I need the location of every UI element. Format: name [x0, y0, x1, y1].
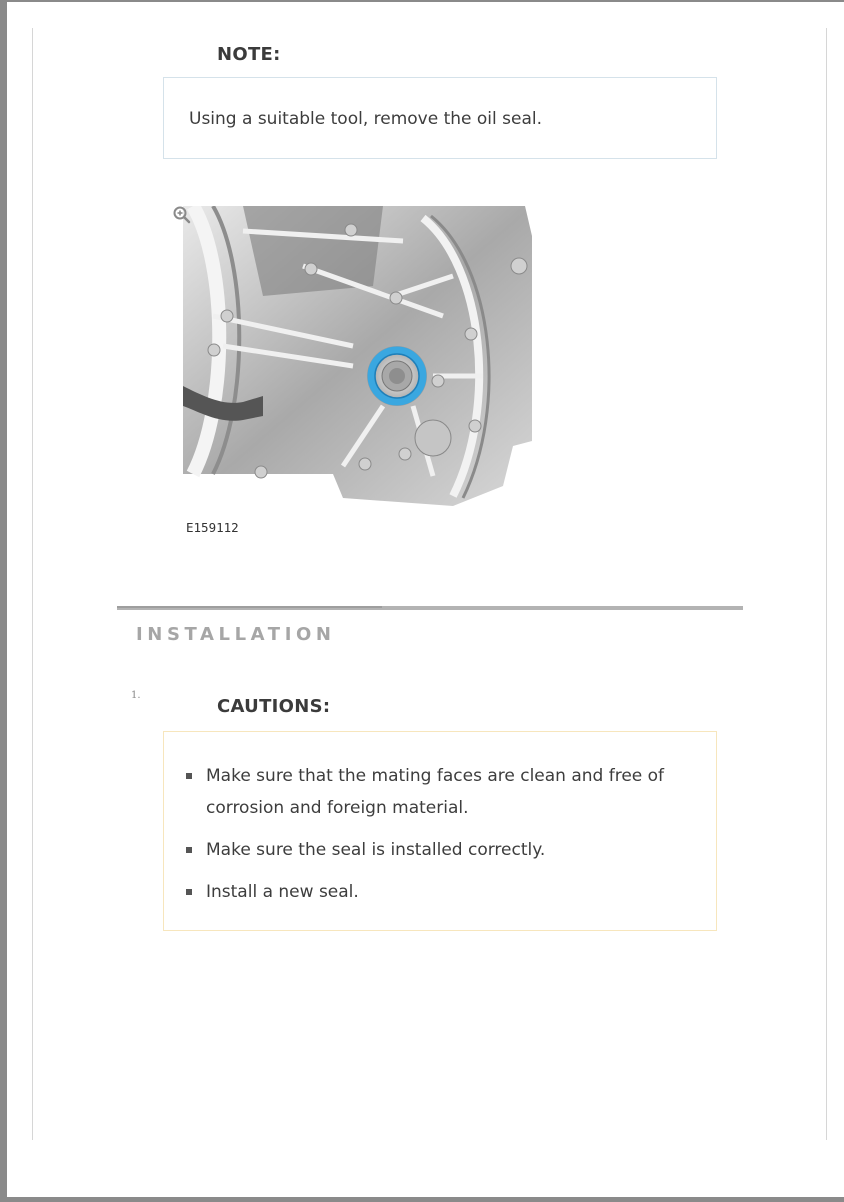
caution-text: Make sure that the mating faces are clean and free of corrosion and foreign material. — [206, 766, 665, 818]
transmission-illustration[interactable] — [183, 206, 532, 506]
bullet-icon — [186, 889, 192, 895]
document-page — [7, 2, 844, 1197]
figure-caption: E159112 — [186, 520, 239, 535]
caution-item — [184, 834, 674, 866]
note-box — [163, 77, 717, 159]
section-divider-accent — [117, 606, 382, 608]
step-number: 1. — [131, 690, 141, 701]
cautions-list — [184, 760, 674, 918]
caution-text: Install a new seal. — [206, 882, 359, 902]
bullet-icon — [186, 847, 192, 853]
section-title-installation: INSTALLATION — [136, 624, 336, 645]
page-margin-right — [826, 28, 827, 1140]
cautions-heading: CAUTIONS: — [217, 696, 331, 717]
zoom-in-icon[interactable] — [173, 206, 191, 224]
bullet-icon — [186, 773, 192, 779]
page-margin-left — [32, 28, 33, 1140]
cautions-box — [163, 731, 717, 931]
caution-text: Make sure the seal is installed correctly. — [206, 840, 546, 860]
caution-item — [184, 876, 674, 908]
caution-item — [184, 760, 674, 824]
note-heading: NOTE: — [217, 44, 281, 65]
note-text: Using a suitable tool, remove the oil seal. — [189, 109, 542, 129]
